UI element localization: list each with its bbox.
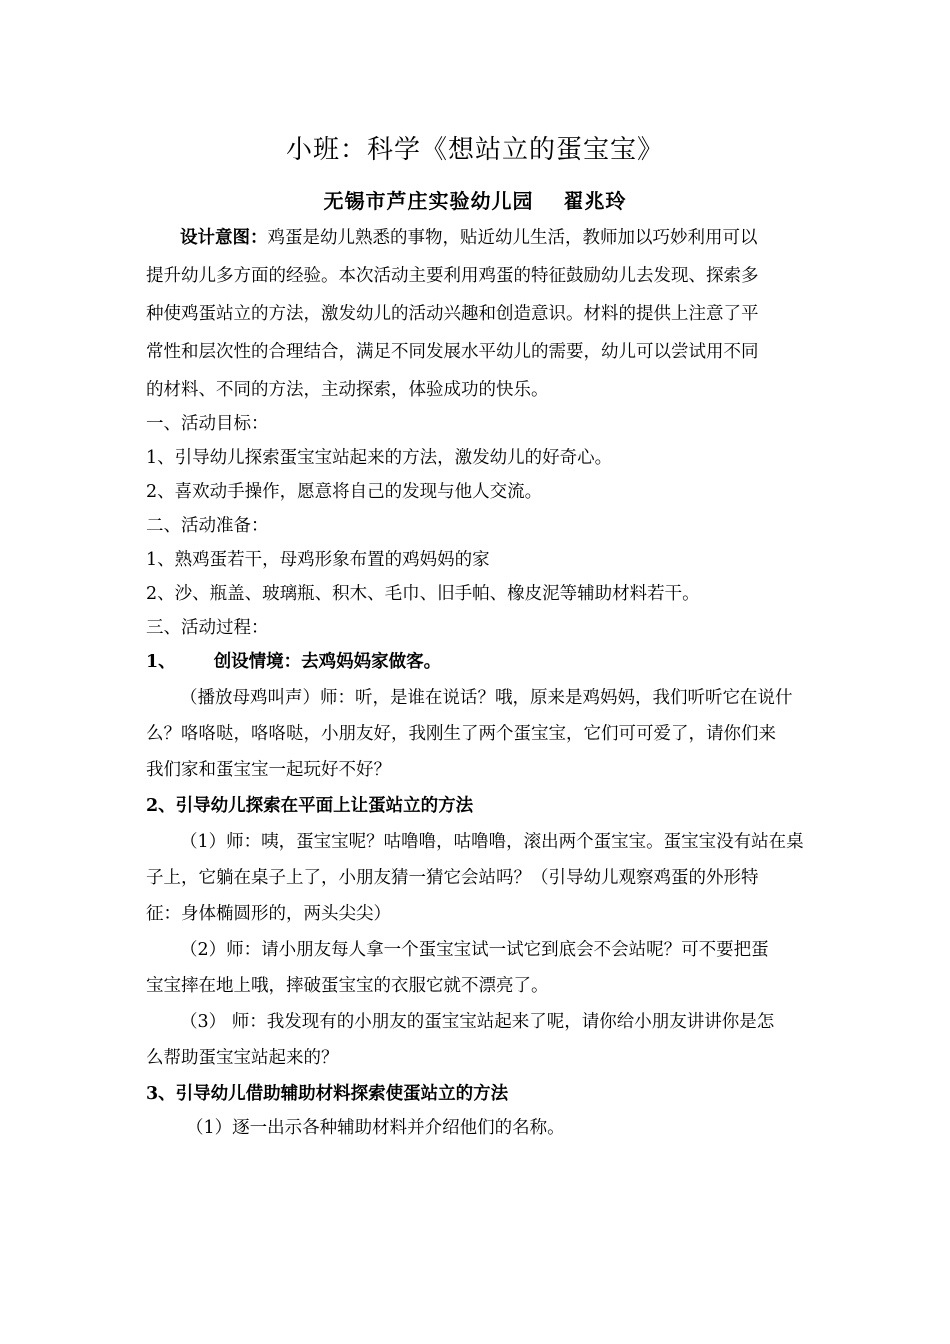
- step-2-line-5: 宝宝摔在地上哦，摔破蛋宝宝的衣服它就不漂亮了。: [146, 976, 549, 996]
- prep-item-1: 1、熟鸡蛋若干，母鸡形象布置的鸡妈妈的家: [146, 550, 490, 570]
- step-2-line-1: （1）师：咦，蛋宝宝呢？咕噜噜，咕噜噜，滚出两个蛋宝宝。蛋宝宝没有站在桌: [180, 832, 804, 852]
- step-2-line-7: 么帮助蛋宝宝站起来的？: [146, 1048, 339, 1068]
- design-intent-line-1: 设计意图：鸡蛋是幼儿熟悉的事物，贴近幼儿生活，教师加以巧妙利用可以: [180, 228, 758, 248]
- step-3-title: 3、引导幼儿借助辅助材料探索使蛋站立的方法: [146, 1084, 509, 1104]
- goal-item-1: 1、引导幼儿探索蛋宝宝站起来的方法，激发幼儿的好奇心。: [146, 448, 613, 468]
- document-title: 小班：科学《想站立的蛋宝宝》: [285, 135, 664, 165]
- step-1-number: 1、: [146, 652, 176, 672]
- process-heading: 三、活动过程：: [146, 618, 269, 638]
- step-1-title: 1、 创设情境：去鸡妈妈家做客。: [146, 652, 442, 672]
- author-line: [0, 186, 950, 216]
- step-3-line-1: （1）逐一出示各种辅助材料并介绍他们的名称。: [186, 1118, 565, 1138]
- step-1-line-2: 么？咯咯哒，咯咯哒，小朋友好，我刚生了两个蛋宝宝，它们可可爱了，请你们来: [146, 724, 776, 744]
- step-2-line-2: 子上，它躺在桌子上了，小朋友猜一猜它会站吗？（引导幼儿观察鸡蛋的外形特: [146, 868, 759, 888]
- author-org: 无锡市芦庄实验幼儿园: [323, 189, 534, 213]
- prep-heading: 二、活动准备：: [146, 516, 269, 536]
- step-1-line-3: 我们家和蛋宝宝一起玩好不好？: [146, 760, 391, 780]
- prep-item-2: 2、沙、瓶盖、玻璃瓶、积木、毛巾、旧手帕、橡皮泥等辅助材料若干。: [146, 584, 700, 604]
- step-2-line-4: （2）师：请小朋友每人拿一个蛋宝宝试一试它到底会不会站呢？可不要把蛋: [180, 940, 769, 960]
- goals-heading: 一、活动目标：: [146, 414, 269, 434]
- design-intent-line-2: 提升幼儿多方面的经验。本次活动主要利用鸡蛋的特征鼓励幼儿去发现、探索多: [146, 266, 759, 286]
- author-name: 翟兆玲: [563, 189, 627, 213]
- design-intent-line-5: 的材料、不同的方法，主动探索，体验成功的快乐。: [146, 380, 549, 400]
- step-1-line-1: （播放母鸡叫声）师：听，是谁在说话？哦，原来是鸡妈妈，我们听听它在说什: [180, 688, 793, 708]
- design-intent-line-4: 常性和层次性的合理结合，满足不同发展水平幼儿的需要，幼儿可以尝试用不同: [146, 342, 759, 362]
- design-intent-label: 设计意图：: [180, 228, 268, 248]
- step-2-line-6: （3） 师：我发现有的小朋友的蛋宝宝站起来了呢，请你给小朋友讲讲你是怎: [180, 1012, 775, 1032]
- step-2-line-3: 征：身体椭圆形的，两头尖尖）: [146, 904, 391, 924]
- goal-item-2: 2、喜欢动手操作，愿意将自己的发现与他人交流。: [146, 482, 543, 502]
- design-intent-line-3: 种使鸡蛋站立的方法，激发幼儿的活动兴趣和创造意识。材料的提供上注意了平: [146, 304, 759, 324]
- step-2-title: 2、引导幼儿探索在平面上让蛋站立的方法: [146, 796, 474, 816]
